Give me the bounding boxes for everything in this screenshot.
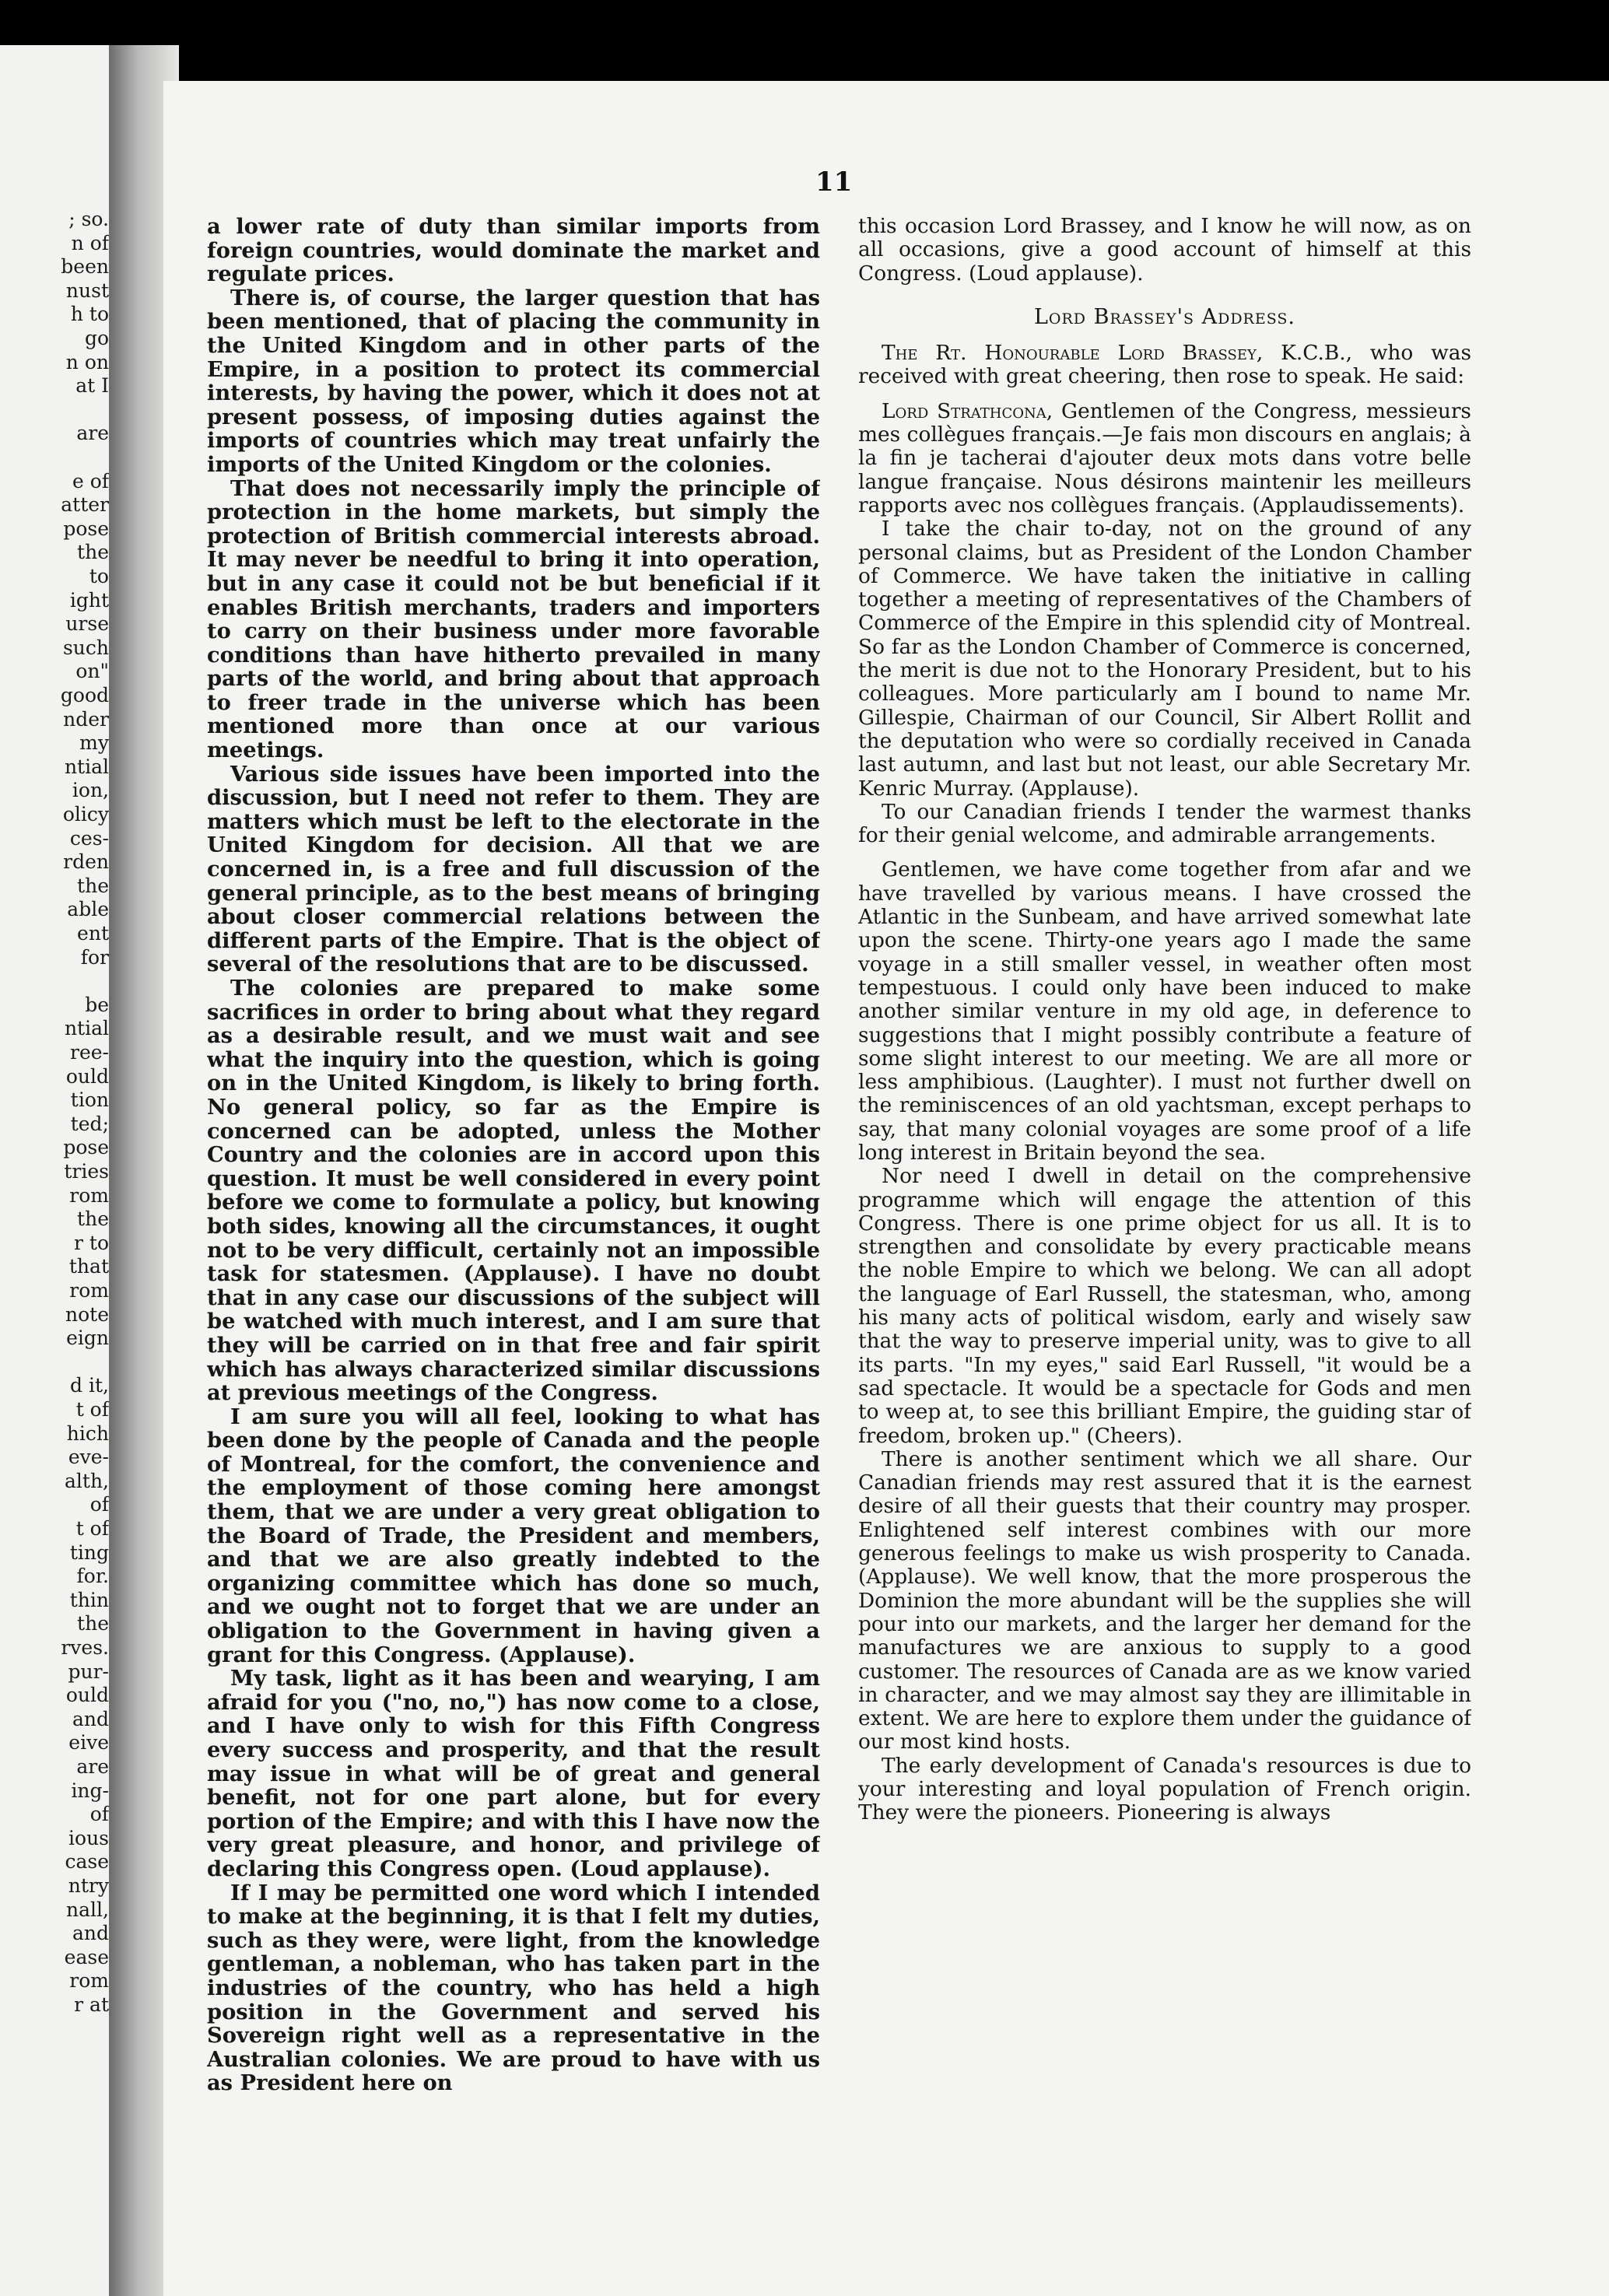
- adjacent-page-fragment: rom: [69, 1969, 109, 1993]
- adjacent-page-fragment: go: [84, 327, 109, 349]
- adjacent-page-fragment: are: [76, 1755, 109, 1778]
- adjacent-page-fragment: ight: [69, 588, 109, 612]
- adjacent-page-fragment: ould: [65, 1684, 109, 1707]
- left-text-column: [207, 215, 820, 2191]
- adjacent-page-fragment: the: [77, 874, 109, 897]
- paragraph: a lower rate of duty than similar imports from foreign countries, would dominate the market and regulate prices.: [207, 215, 820, 287]
- paragraph: My task, light as it has been and wearying, I am afraid for you ("no, no,") has now come to a close, and I have only to wish for this Fifth Congress every success and prosperity, and that the result may issue in what will be of great and general benefit, not for one part alone, but for every portion of the Empire; and with this I have now the very great pleasure, and honor, and privilege of declaring this Congress open. (Loud applause).: [207, 1666, 820, 1881]
- adjacent-page-fragment: able: [67, 898, 109, 921]
- adjacent-page-fragment: alth,: [65, 1469, 109, 1492]
- adjacent-page-fragment: rden: [63, 850, 109, 874]
- adjacent-page-fragment: rom: [69, 1279, 109, 1302]
- adjacent-page-fragment: ; so.: [68, 208, 109, 230]
- paragraph: this occasion Lord Brassey, and I know he will now, as on all occasions, give a good account of himself at this Congress. (Loud applause).: [858, 215, 1471, 286]
- adjacent-page-fragment: rom: [69, 1183, 109, 1207]
- adjacent-page-fragment: and: [72, 1922, 109, 1945]
- adjacent-page-fragment: of: [89, 1803, 109, 1826]
- adjacent-page-fragment: d it,: [70, 1374, 109, 1397]
- adjacent-page-fragment: hich: [66, 1421, 109, 1445]
- paragraph: I am sure you will all feel, looking to what has been done by the people of Canada and the people of Montreal, for the comfort, the convenience and the employment of those coming here amongst them, that we are under a very great obligation to the Board of Trade, the President and members, and that we are also greatly indebted to the organizing committee which has done so much, and we ought not to forget that we are under an obligation to the Government in having given a grant for this Congress. (Applause).: [207, 1404, 820, 1667]
- adjacent-page-fragment: olicy: [62, 803, 109, 826]
- adjacent-page-fragment: the: [77, 541, 109, 564]
- paragraph: There is, of course, the larger question that has been mentioned, that of placing the community in the United Kingdom and in other parts of the Empire, in a position to protect its commercial interests, by having the power, which it does not at present possess, of imposing duties against the imports of countries which may treat unfairly the imports of the United Kingdom or the colonies.: [207, 285, 820, 477]
- right-text-column: [858, 215, 1471, 2191]
- adjacent-page-fragment: r at: [74, 1993, 109, 2016]
- adjacent-page-fragment: on": [75, 660, 109, 683]
- paragraph: The early development of Canada's resources is due to your interesting and loyal population of French origin. They were the pioneers. Pioneering is always: [858, 1753, 1471, 1825]
- adjacent-page-fragment: n of: [71, 231, 109, 254]
- paragraph: Gentlemen, we have come together from afar and we have travelled by various means. I have crossed the Atlantic in the Sunbeam, and have arrived somewhat late upon the scene. Thirty-one years ago I made the same voyage in a still smaller vessel, in weather often most tempestuous. I could only have been induced to make another similar venture in my old age, in deference to suggestions that I might possibly contribute a feature of some slight interest to our meeting. We are all more or less amphibious. (Laughter). I must not further dwell on the reminiscences of an old yachtsman, except perhaps to say, that many colonial voyages are some proof of a life long interest in Britain beyond the sea.: [858, 857, 1471, 1165]
- adjacent-page-fragment: case: [65, 1850, 109, 1874]
- page-number: 11: [815, 167, 853, 198]
- adjacent-page-fragment: r to: [74, 1231, 109, 1254]
- adjacent-page-fragment: urse: [65, 612, 109, 636]
- adjacent-page-fragment: to: [89, 565, 109, 587]
- adjacent-page-fragment: ntial: [64, 1017, 109, 1040]
- speaker-intro-text: , K.C.B., who was received with great cheering, then rose to speak. He said:: [858, 341, 1471, 389]
- adjacent-page-fragment: t of: [75, 1398, 109, 1421]
- paragraph: If I may be permitted one word which I intended to make at the beginning, it is that I felt my duties, such as they were, were light, from the knowledge gentleman, a nobleman, who has taken part in the industries of the country, who has held a high position in the Government and served his Sovereign right well as a representative in the Australian colonies. We are proud to have with us as President here on: [207, 1880, 820, 2096]
- section-heading: Lord Brassey's Address.: [1033, 304, 1296, 329]
- adjacent-page-fragment: note: [65, 1302, 109, 1326]
- adjacent-page-fragment: thin: [69, 1588, 109, 1611]
- adjacent-page-fragment: of: [89, 1493, 109, 1516]
- adjacent-page-fragment: eive: [68, 1731, 109, 1754]
- adjacent-page-fragment: ting: [69, 1541, 109, 1564]
- adjacent-page-fragment: ent: [77, 922, 109, 945]
- paragraph: Various side issues have been imported into the discussion, but I need not refer to them. They are matters which must be left to the electorate in the United Kingdom for decision. All that we are concerned in, is a free and full discussion of the general principle, as to the best means of bringing about closer commercial relations between the different parts of the Empire. That is the object of several of the resolutions that are to be discussed.: [207, 761, 820, 977]
- adjacent-page-fragment: the: [77, 1612, 109, 1635]
- speaker-name: The Rt. Honourable Lord Brassey: [882, 341, 1257, 366]
- adjacent-page-fragment: that: [68, 1255, 109, 1278]
- adjacent-page-fragment: pose: [63, 1136, 109, 1159]
- adjacent-page-fragment: ree-: [70, 1041, 109, 1064]
- adjacent-page-fragment: nall,: [66, 1898, 109, 1921]
- adjacent-page-fragment: good: [60, 684, 109, 706]
- adjacent-page-fragment: been: [61, 255, 109, 279]
- adjacent-page-fragment: pose: [63, 517, 109, 540]
- adjacent-page-fragment: ntial: [64, 755, 109, 778]
- paragraph: Nor need I dwell in detail on the comprehensive programme which will engage the attention of this Congress. There is one prime object for us all. It is to strengthen and consolidate by every practicable means the noble Empire to which we belong. We can all adopt the language of Earl Russell, the statesman, who, among his many acts of political wisdom, early and wisely saw that the way to preserve imperial unity, was to give to all its parts. "In my eyes," said Earl Russell, "it would be a sad spectacle. It would be a spectacle for Gods and men to weep at, to see this brilliant Empire, the guiding star of freedom, broken up." (Cheers).: [858, 1164, 1471, 1448]
- adjacent-page-fragment: are: [76, 422, 109, 445]
- adjacent-page-fragment: n on: [65, 350, 109, 373]
- adjacent-page-fragment: ease: [64, 1945, 109, 1968]
- adjacent-page-fragment: be: [85, 993, 109, 1016]
- adjacent-page-fragment: my: [79, 731, 109, 755]
- adjacent-page-fragment: ces-: [69, 826, 109, 850]
- adjacent-page-fragment: t of: [75, 1517, 109, 1540]
- adjacent-page-fragment: ould: [65, 1064, 109, 1088]
- adjacent-page-fragment: e of: [72, 469, 109, 493]
- adjacent-page-fragment: pur-: [68, 1660, 109, 1683]
- adjacent-page-fragment: such: [62, 636, 109, 659]
- adjacent-page-fragment: ted;: [70, 1112, 109, 1135]
- paragraph: The colonies are prepared to make some sacrifices in order to bring about what they regard as a desirable result, and we must wait and see what the inquiry into the question, which is going on in the United Kingdom, is likely to bring forth. No general policy, so far as the Empire is concerned can be adopted, unless the Mother Country and the colonies are in accord upon this question. It must be well considered in every point before we come to formulate a policy, but knowing both sides, knowing all the circumstances, it ought not to be very difficult, certainly not an impossible task for statesmen. (Applause). I have no doubt that in any case our discussions of the subject will be watched with much interest, and I am sure that they will be carried on in that free and fair spirit which has always characterized similar discussions at previous meetings of the Congress.: [207, 976, 820, 1406]
- salutation-name: Lord Strathcona: [882, 398, 1046, 423]
- adjacent-page-fragment: the: [77, 1208, 109, 1231]
- adjacent-page-fragment: and: [72, 1707, 109, 1730]
- adjacent-page-fragment: atter: [61, 493, 109, 517]
- adjacent-page-fragment: nust: [65, 279, 109, 302]
- paragraph: There is another sentiment which we all share. Our Canadian friends may rest assured that it is the earnest desire of all their guests that their country may prosper. Enlightened self interest combines with our more generous feelings to make us wish prosperity to Canada. (Applause). We well know, that the more prosperous the Dominion the more abundant will be the supplies she will pour into our markets, and the larger her demand for the manufactures we are anxious to supply to a good customer. The resources of Canada are as we know varied in character, and we may almost say they are illimitable in extent. We are here to explore them under the guidance of our most kind hosts.: [858, 1446, 1471, 1754]
- adjacent-page-fragment: nder: [63, 707, 109, 731]
- adjacent-page-fragment: h to: [70, 303, 109, 326]
- adjacent-page-fragment: eign: [66, 1327, 109, 1350]
- adjacent-page-fragment: ing-: [71, 1779, 109, 1802]
- adjacent-page-fragment: eve-: [68, 1446, 109, 1469]
- adjacent-page-fragment: tries: [64, 1160, 109, 1183]
- adjacent-page-fragment: ious: [68, 1826, 109, 1849]
- adjacent-page-fragment: for: [80, 945, 109, 969]
- paragraph: To our Canadian friends I tender the warmest thanks for their genial welcome, and admirable arrangements.: [858, 799, 1471, 848]
- paragraph: That does not necessarily imply the principle of protection in the home markets, but simply the protection of British commercial interests abroad. It may never be needful to bring it into operation, but in any case it could not be but beneficial if it enables British merchants, traders and importers to carry on their business under more favorable conditions than have hitherto prevailed in many parts of the world, and bring about that approach to freer trade in the universe which has been mentioned more than once at our various meetings.: [207, 475, 820, 763]
- salutation-text: , Gentlemen of the Congress, messieurs mes collègues français.—Je fais mon discours en anglais; à la fin je tacherai d'ajouter deux mots dans votre belle langue française. Nous désirons maintenir les meilleurs rapports avec nos collègues français. (Applaudissements).: [858, 398, 1471, 517]
- adjacent-page-strip: [0, 45, 115, 2296]
- adjacent-page-fragment: for.: [76, 1565, 109, 1588]
- adjacent-page-fragment: tion: [70, 1088, 109, 1112]
- adjacent-page-fragment: rves.: [61, 1636, 109, 1659]
- paragraph: I take the chair to-day, not on the ground of any personal claims, but as President of the London Chamber of Commerce. We have taken the initiative in calling together a meeting of representatives of the Chambers of Commerce of the Empire in this splendid city of Montreal. So far as the London Chamber of Commerce is concerned, the merit is due not to the Honorary President, but to his colleagues. More particularly am I bound to name Mr. Gillespie, Chairman of our Council, Sir Albert Rollit and the deputation who were so cordially received in Canada last autumn, and last but not least, our able Secretary Mr. Kenric Murray. (Applause).: [858, 517, 1471, 801]
- speaker-intro-paragraph: [858, 342, 1471, 389]
- adjacent-page-fragment: ion,: [72, 779, 109, 802]
- adjacent-page-fragment: ntry: [68, 1874, 109, 1897]
- salutation-paragraph: [858, 400, 1471, 517]
- adjacent-page-fragment: at I: [75, 374, 109, 398]
